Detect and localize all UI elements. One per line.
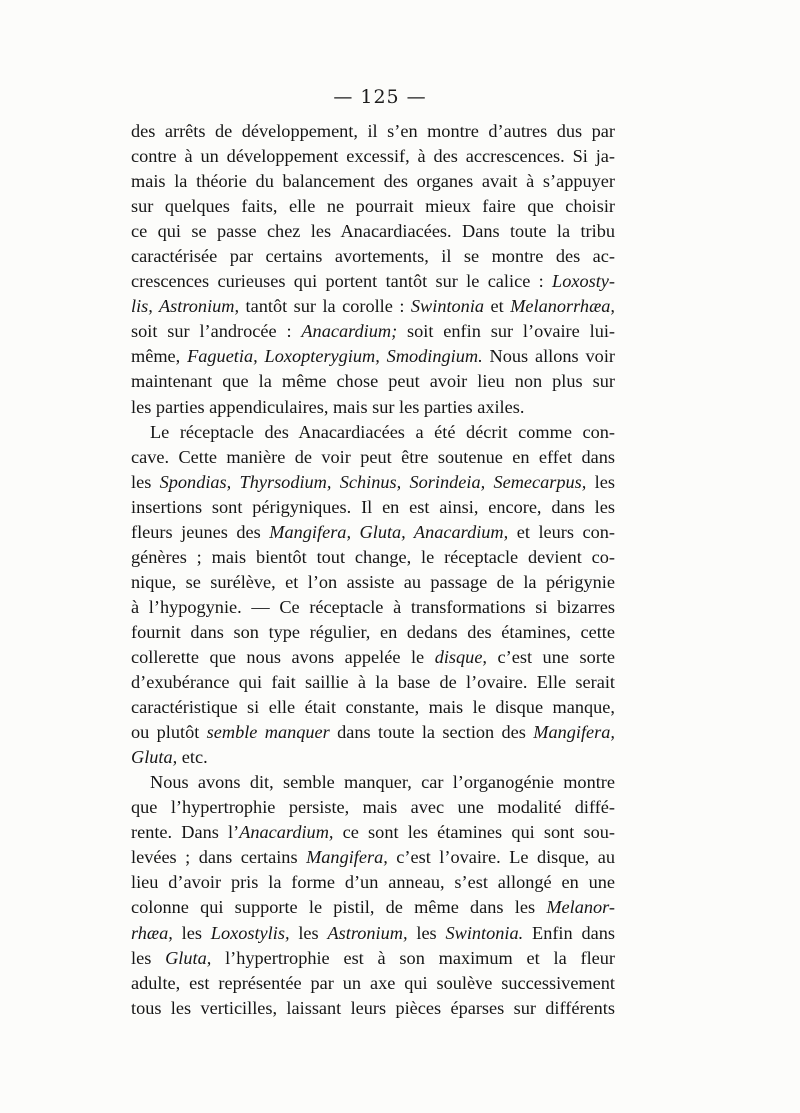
italic-text: Mangifera, Gluta, Anacardium, bbox=[269, 521, 509, 542]
roman-text: Nous allons voir bbox=[482, 346, 615, 367]
roman-text: c’est l’ovaire. Le disque, au bbox=[387, 847, 615, 868]
roman-text: c’est une sorte bbox=[487, 646, 616, 667]
roman-text: les parties appendiculaires, mais sur les parties axiles. bbox=[131, 396, 525, 417]
text-line bbox=[131, 770, 615, 795]
roman-text: l’hypertrophie est à son maximum et la fleur bbox=[211, 947, 615, 968]
italic-text: Swintonia bbox=[410, 296, 485, 317]
text-line bbox=[131, 395, 615, 420]
text-line bbox=[131, 169, 615, 194]
text-line bbox=[131, 545, 615, 570]
text-line bbox=[131, 344, 615, 369]
text-line bbox=[131, 420, 615, 445]
roman-text: colonne qui supporte le pistil, de même dans les bbox=[131, 897, 547, 918]
text-line bbox=[131, 895, 615, 920]
text-line bbox=[131, 946, 615, 971]
text-line bbox=[131, 470, 615, 495]
roman-text: soit enfin sur l’ovaire lui- bbox=[397, 321, 616, 342]
roman-text: caractérisée par certains avortements, il se montre des ac- bbox=[131, 246, 615, 267]
roman-text: d’exubérance qui fait saillie à la base de l’ovaire. Elle serait bbox=[131, 672, 615, 693]
roman-text: que l’hypertrophie persiste, mais avec une modalité diffé- bbox=[131, 797, 615, 818]
roman-text: caractéristique si elle était constante, mais le disque manque, bbox=[131, 697, 615, 718]
roman-text: lieu d’avoir pris la forme d’un anneau, s’est allongé en une bbox=[131, 872, 615, 893]
italic-text: semble manquer bbox=[206, 722, 330, 743]
roman-text: les bbox=[131, 471, 160, 492]
text-line bbox=[131, 595, 615, 620]
roman-text: ce sont les étamines qui sont sou- bbox=[333, 822, 615, 843]
body-text bbox=[131, 119, 615, 1021]
roman-text: contre à un développement excessif, à des accrescences. Si ja- bbox=[131, 146, 615, 167]
italic-text: rhæa, bbox=[131, 922, 173, 943]
text-line bbox=[131, 194, 615, 219]
text-line bbox=[131, 996, 615, 1021]
italic-text: Gluta, bbox=[131, 747, 178, 768]
roman-text: Le réceptacle des Anacardiacées a été décrit comme con- bbox=[150, 421, 615, 442]
text-line bbox=[131, 119, 615, 144]
italic-text: Spondias, Thyrsodium, Schinus, Sorindeia, Semecarpus, bbox=[159, 471, 587, 492]
text-line bbox=[131, 570, 615, 595]
text-line bbox=[131, 294, 615, 319]
text-line bbox=[131, 369, 615, 394]
text-line bbox=[131, 971, 615, 996]
italic-text: Loxosty- bbox=[552, 271, 615, 292]
italic-text: Faguetia, Loxopterygium, Smodingium. bbox=[187, 346, 483, 367]
roman-text: dans toute la section des bbox=[329, 722, 534, 743]
italic-text: Astronium, bbox=[327, 922, 408, 943]
italic-text: Mangifera, bbox=[533, 722, 615, 743]
italic-text: Loxostylis, bbox=[210, 922, 290, 943]
text-line bbox=[131, 845, 615, 870]
italic-text: Mangifera, bbox=[306, 847, 388, 868]
roman-text: mais la théorie du balancement des organes avait à s’appuyer bbox=[131, 171, 615, 192]
roman-text: fleurs jeunes des bbox=[131, 521, 270, 542]
roman-text: ce qui se passe chez les Anacardiacées. Dans toute la tribu bbox=[131, 221, 615, 242]
roman-text: tous les verticilles, laissant leurs pièces éparses sur différents bbox=[131, 997, 615, 1018]
roman-text: collerette que nous avons appelée le bbox=[131, 646, 435, 667]
text-line bbox=[131, 921, 615, 946]
roman-text: les bbox=[289, 922, 328, 943]
roman-text: les bbox=[586, 471, 615, 492]
text-line bbox=[131, 620, 615, 645]
roman-text: levées ; dans certains bbox=[131, 847, 307, 868]
roman-text: nique, se surélève, et l’on assiste au passage de la périgynie bbox=[131, 571, 615, 592]
text-line bbox=[131, 795, 615, 820]
text-line bbox=[131, 670, 615, 695]
roman-text: Nous avons dit, semble manquer, car l’organogénie montre bbox=[150, 772, 615, 793]
roman-text: insertions sont périgyniques. Il en est ainsi, encore, dans les bbox=[131, 496, 615, 517]
roman-text: et bbox=[484, 296, 511, 317]
roman-text: à l’hypogynie. — Ce réceptacle à transformations si bizarres bbox=[131, 596, 615, 617]
italic-text: Anacardium; bbox=[301, 321, 398, 342]
text-line bbox=[131, 820, 615, 845]
text-line bbox=[131, 495, 615, 520]
italic-text: Melanorrhæa, bbox=[510, 296, 615, 317]
roman-text: tantôt sur la corolle : bbox=[239, 296, 411, 317]
roman-text: etc. bbox=[177, 747, 208, 768]
roman-text: maintenant que la même chose peut avoir lieu non plus sur bbox=[131, 371, 615, 392]
text-line bbox=[131, 520, 615, 545]
roman-text: génères ; mais bientôt tout change, le réceptacle devient co- bbox=[131, 546, 615, 567]
text-line bbox=[131, 144, 615, 169]
text-line bbox=[131, 720, 615, 745]
roman-text: les bbox=[131, 947, 166, 968]
text-line bbox=[131, 870, 615, 895]
roman-text: fournit dans son type régulier, en dedans des étamines, cette bbox=[131, 621, 615, 642]
roman-text: même, bbox=[131, 346, 188, 367]
roman-text: adulte, est représentée par un axe qui soulève successivement bbox=[131, 972, 615, 993]
text-line bbox=[131, 269, 615, 294]
text-line bbox=[131, 695, 615, 720]
roman-text: crescences curieuses qui portent tantôt sur le calice : bbox=[131, 271, 553, 292]
italic-text: disque, bbox=[434, 646, 488, 667]
text-line bbox=[131, 645, 615, 670]
text-line bbox=[131, 745, 615, 770]
roman-text: rente. Dans l’ bbox=[131, 822, 240, 843]
italic-text: Gluta, bbox=[165, 947, 212, 968]
roman-text: les bbox=[172, 922, 211, 943]
italic-text: Anacardium, bbox=[239, 822, 334, 843]
italic-text: Melanor- bbox=[546, 897, 615, 918]
italic-text: Swintonia. bbox=[445, 922, 524, 943]
roman-text: sur quelques faits, elle ne pourrait mieux faire que choisir bbox=[131, 196, 615, 217]
roman-text: les bbox=[407, 922, 446, 943]
text-line bbox=[131, 319, 615, 344]
roman-text: et leurs con- bbox=[508, 521, 615, 542]
roman-text: Enfin dans bbox=[523, 922, 615, 943]
roman-text: ou plutôt bbox=[131, 722, 207, 743]
roman-text: cave. Cette manière de voir peut être soutenue en effet dans bbox=[131, 446, 615, 467]
text-line bbox=[131, 445, 615, 470]
roman-text: des arrêts de développement, il s’en montre d’autres dus par bbox=[131, 121, 615, 141]
text-line bbox=[131, 219, 615, 244]
text-line bbox=[131, 244, 615, 269]
italic-text: lis, Astronium, bbox=[131, 296, 240, 317]
roman-text: soit sur l’androcée : bbox=[131, 321, 302, 342]
page-number: — 125 — bbox=[333, 86, 427, 108]
